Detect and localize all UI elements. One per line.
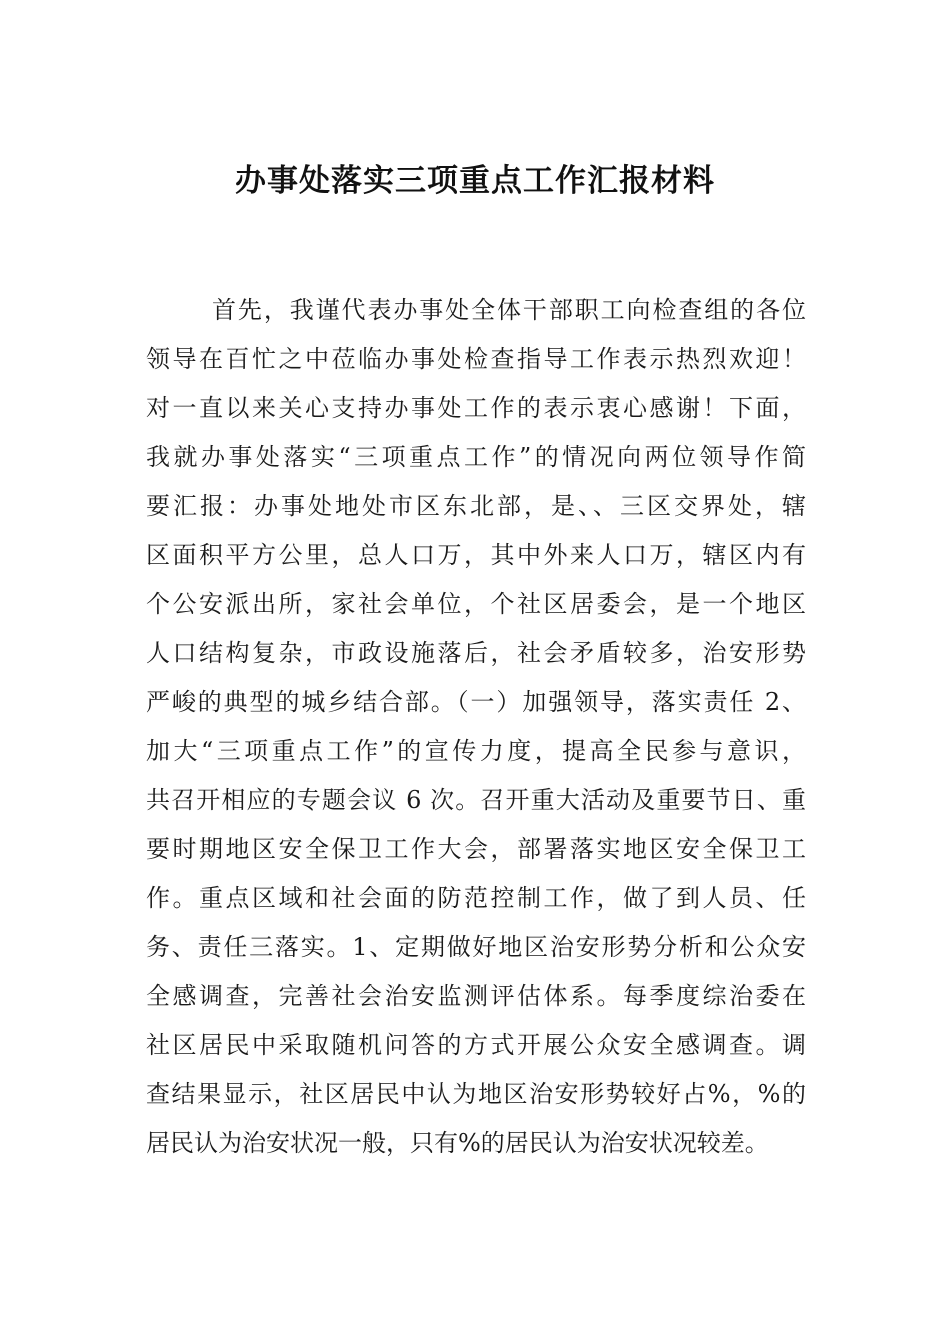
body-line: 区面积平方公里，总人口万，其中外来人口万，辖区内有 (146, 541, 806, 569)
body-line: 居民认为治安状况一般，只有%的居民认为治安状况较差。 (146, 1129, 769, 1157)
document-title: 办事处落实三项重点工作汇报材料 (235, 163, 715, 199)
body-line: 共召开相应的专题会议 6 次。召开重大活动及重要节日、重 (146, 786, 806, 814)
body-line: 个公安派出所，家社会单位，个社区居委会，是一个地区 (146, 590, 806, 618)
body-line: 首先，我谨代表办事处全体干部职工向检查组的各位 (212, 296, 806, 324)
body-line: 对一直以来关心支持办事处工作的表示衷心感谢！下面， (146, 394, 806, 422)
body-line: 查结果显示，社区居民中认为地区治安形势较好占%，%的 (146, 1080, 806, 1108)
body-line: 要时期地区安全保卫工作大会，部署落实地区安全保卫工 (146, 835, 806, 863)
body-line: 我就办事处落实“三项重点工作”的情况向两位领导作简 (146, 443, 806, 471)
document-body (146, 286, 806, 1168)
body-line: 作。重点区域和社会面的防范控制工作，做了到人员、任 (146, 884, 806, 912)
body-line: 人口结构复杂，市政设施落后，社会矛盾较多，治安形势 (146, 639, 806, 667)
body-line: 全感调查，完善社会治安监测评估体系。每季度综治委在 (146, 982, 806, 1010)
body-line: 严峻的典型的城乡结合部。（一）加强领导，落实责任 2、 (146, 688, 806, 716)
body-line: 社区居民中采取随机问答的方式开展公众安全感调查。调 (146, 1031, 806, 1059)
body-line: 领导在百忙之中莅临办事处检查指导工作表示热烈欢迎！ (146, 345, 806, 373)
body-line: 加大“三项重点工作”的宣传力度，提高全民参与意识， (146, 737, 806, 765)
body-line: 要汇报：办事处地处市区东北部，是、、三区交界处，辖 (146, 492, 806, 520)
body-line: 务、责任三落实。1、定期做好地区治安形势分析和公众安 (146, 933, 806, 961)
